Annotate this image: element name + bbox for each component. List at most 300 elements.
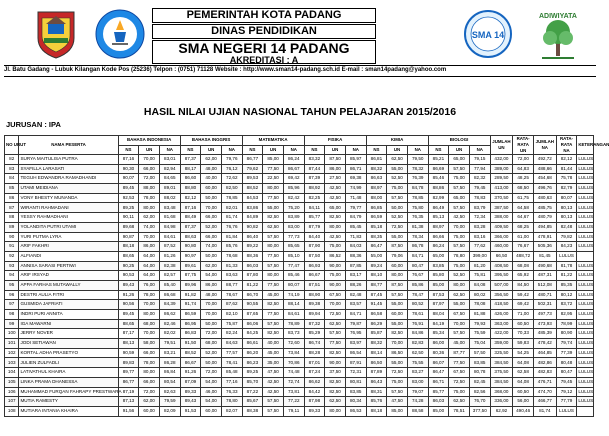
table-row [5, 377, 594, 387]
cell-value: 82,50 [325, 348, 346, 358]
col-subject-1: BAHASA INGGRIS [180, 136, 242, 146]
table-row [5, 300, 594, 310]
cell-nama: UTAMI MEIDIANA [19, 184, 118, 194]
cell-value: 89,96 [180, 280, 201, 290]
cell-value: 336,00 [490, 397, 513, 407]
cell-value: 370,50 [490, 193, 513, 203]
cell-value: 84,89 [242, 213, 263, 223]
cell-value: 482,83 [533, 368, 556, 378]
cell-value: 69,42 [283, 174, 304, 184]
cell-value: 65,92 [513, 271, 534, 281]
cell-value: 84,08 [469, 280, 490, 290]
cell-keterangan: LULUS [577, 164, 594, 174]
cell-nama: TEGUH EDWANDRA RAMADHANDI [19, 174, 118, 184]
cell-value: 88,49 [180, 213, 201, 223]
cell-value: 86,84 [159, 368, 180, 378]
cell-value: 88,00 [139, 184, 160, 194]
cell-value: 70,00 [387, 339, 408, 349]
col-jumlah-un: JUMLAH UN [490, 136, 513, 155]
cell-value: 84,11 [304, 203, 325, 213]
cell-value: 57,50 [469, 348, 490, 358]
cell-value: 85,70 [242, 377, 263, 387]
cell-nama: YESSY RAHMADHANI [19, 213, 118, 223]
cell-value: 78,68 [221, 251, 242, 261]
table-row [5, 387, 594, 397]
cell-value: 76,12 [221, 164, 242, 174]
cell-value: 50,00 [201, 193, 222, 203]
cell-value: 84,39 [159, 300, 180, 310]
cell-value: 83,85 [345, 387, 366, 397]
cell-value: 86,00 [201, 280, 222, 290]
cell-value: 78,83 [469, 193, 490, 203]
cell-value: 86,68 [159, 290, 180, 300]
cell-value: 82,07 [221, 406, 242, 416]
cell-value: 57,50 [263, 232, 284, 242]
cell-value: 85,67 [242, 397, 263, 407]
cell-value: 82,01 [221, 203, 242, 213]
cell-value: 75,87 [221, 319, 242, 329]
cell-value: 77,94 [469, 164, 490, 174]
cell-value: 88,77 [366, 280, 387, 290]
cell-value: 89,33 [304, 406, 325, 416]
cell-no: 82 [5, 155, 19, 165]
cell-value: 75,04 [469, 339, 490, 349]
cell-value: 77,50 [263, 310, 284, 320]
cell-no: 84 [5, 174, 19, 184]
cell-value: 85,65 [283, 242, 304, 252]
cell-value: 75,81 [469, 271, 490, 281]
cell-value: 87,50 [325, 155, 346, 165]
cell-value: 60,00 [387, 310, 408, 320]
cell-value: 87,50 [387, 242, 408, 252]
cell-value: 375,50 [490, 368, 513, 378]
cell-value: 71,48 [345, 193, 366, 203]
cell-value: 485,39 [533, 329, 556, 339]
cell-value: 80,07 [283, 280, 304, 290]
cell-value: 87,17 [118, 329, 139, 339]
cell-value: 54,25 [513, 348, 534, 358]
cell-value: 78,85 [407, 193, 428, 203]
subhead-na: NA [159, 145, 180, 155]
cell-value: 83,00 [407, 377, 428, 387]
cell-keterangan: LULUS [577, 203, 594, 213]
cell-value: 488,66 [533, 164, 556, 174]
cell-value: 84,86 [407, 329, 428, 339]
cell-keterangan: LULUS [577, 174, 594, 184]
cell-value: 79,77 [345, 203, 366, 213]
cell-value: 86,43 [366, 377, 387, 387]
cell-no: 108 [5, 406, 19, 416]
cell-value: 80,00 [387, 271, 408, 281]
cell-value: 87,62 [221, 300, 242, 310]
cell-value: 88,04 [428, 310, 449, 320]
cell-value: 83,48 [159, 203, 180, 213]
cell-value: 91,26 [118, 290, 139, 300]
cell-value: 46,00 [201, 387, 222, 397]
cell-nama: APPA FARHAS MUTAWALLY [19, 280, 118, 290]
cell-value: 79,87 [345, 319, 366, 329]
cell-value: 90,25 [118, 261, 139, 271]
table-row [5, 184, 594, 194]
cell-value: 70,00 [201, 203, 222, 213]
cell-value: 75,00 [449, 232, 470, 242]
cell-value: 86,06 [242, 319, 263, 329]
cell-value: 432,00 [490, 155, 513, 165]
cell-value: 90,07 [118, 174, 139, 184]
table-row [5, 164, 594, 174]
cell-value: 80,07 [556, 193, 577, 203]
cell-value: 75,59 [469, 329, 490, 339]
cell-value: 50,00 [201, 358, 222, 368]
cell-nama: MUTIA RAMESTY [19, 397, 118, 407]
cell-nama: INDRI PURI ANNITA [19, 310, 118, 320]
cell-no: 92 [5, 251, 19, 261]
cell-value: 82,09 [159, 406, 180, 416]
cell-value: 74,28 [407, 397, 428, 407]
cell-value: 57,50 [387, 290, 408, 300]
cell-keterangan: LULUS [577, 300, 594, 310]
cell-value: 87,97 [428, 300, 449, 310]
cell-value: 85,34 [428, 329, 449, 339]
cell-value: 64,00 [139, 271, 160, 281]
cell-value: 75,00 [387, 377, 408, 387]
cell-value: 482,86 [533, 358, 556, 368]
cell-value: 45,00 [263, 348, 284, 358]
subhead-un: UN [325, 145, 346, 155]
cell-value: 408,50 [490, 261, 513, 271]
cell-value: 79,45 [469, 184, 490, 194]
cell-value: 57,50 [449, 329, 470, 339]
cell-value: 81,74 [221, 213, 242, 223]
subhead-na: NA [345, 145, 366, 155]
cell-value: 67,50 [449, 368, 470, 378]
table-row [5, 222, 594, 232]
cell-value: 62,00 [201, 261, 222, 271]
cell-value: 62,00 [139, 397, 160, 407]
cell-value: 80,48 [556, 358, 577, 368]
cell-value: 88,65 [118, 251, 139, 261]
cell-value: 87,32 [304, 319, 325, 329]
cell-value: 79,07 [407, 387, 428, 397]
cell-value: 72,34 [469, 213, 490, 223]
cell-value: 86,63 [366, 174, 387, 184]
cell-value: 60,00 [387, 261, 408, 271]
cell-keterangan: LULUS [577, 184, 594, 194]
cell-value: 87,80 [242, 271, 263, 281]
cell-value: 89,01 [159, 184, 180, 194]
cell-value: 366,00 [490, 232, 513, 242]
cell-value: 80,00 [325, 406, 346, 416]
subhead-ns: NS [366, 145, 387, 155]
cell-value: 88,17 [180, 164, 201, 174]
cell-value: 86,74 [304, 339, 325, 349]
cell-value: 82,94 [159, 164, 180, 174]
cell-value: 74,00 [201, 242, 222, 252]
cell-value: 480,79 [533, 213, 556, 223]
cell-value: 384,50 [490, 358, 513, 368]
cell-value: 60,00 [201, 184, 222, 194]
cell-value: 84,71 [407, 251, 428, 261]
cell-value: 89,38 [304, 300, 325, 310]
cell-value: 363,00 [490, 319, 513, 329]
cell-value: 87,37 [180, 222, 201, 232]
cell-value: 90,00 [325, 280, 346, 290]
cell-value: 492,72 [533, 155, 556, 165]
cell-value: 80,00 [139, 310, 160, 320]
results-table [4, 135, 609, 417]
cell-keterangan: LULUS [577, 329, 594, 339]
cell-value: 78,00 [139, 358, 160, 368]
cell-value: 80,78 [469, 368, 490, 378]
cell-value: 80,00 [263, 184, 284, 194]
cell-value: 55,00 [263, 203, 284, 213]
cell-value: 90,55 [242, 300, 263, 310]
cell-value: 89,45 [118, 310, 139, 320]
cell-value: 490,46 [513, 406, 534, 416]
table-row [5, 397, 594, 407]
cell-nama: VONY BHESTY MUNANDA [19, 193, 118, 203]
cell-value: 81,88 [469, 310, 490, 320]
cell-no: 93 [5, 261, 19, 271]
cell-value: 88,14 [283, 300, 304, 310]
cell-value: 86,23 [242, 358, 263, 368]
cell-value: 42,50 [325, 232, 346, 242]
cell-value: 85,35 [556, 280, 577, 290]
cell-value: 66,00 [139, 164, 160, 174]
sma14-logo [462, 8, 514, 60]
cell-value: 91,45 [366, 300, 387, 310]
cell-value: 87,90 [304, 242, 325, 252]
col-subject-3: FISIKA [304, 136, 366, 146]
cell-value: 80,54 [159, 377, 180, 387]
cell-value: 90,97 [180, 251, 201, 261]
cell-value: 82,95 [556, 310, 577, 320]
cell-value: 86,52 [325, 251, 346, 261]
cell-value: 87,22 [242, 387, 263, 397]
cell-keterangan: LULUS [577, 348, 594, 358]
cell-value: 460,00 [490, 242, 513, 252]
subhead-un: UN [201, 145, 222, 155]
cell-value: 70,00 [139, 300, 160, 310]
cell-value: 86,03 [242, 261, 263, 271]
cell-value: 81,38 [407, 222, 428, 232]
cell-value: 87,45 [366, 290, 387, 300]
cell-value: 76,95 [345, 329, 366, 339]
cell-value: 78,00 [139, 193, 160, 203]
cell-value: 90,53 [118, 271, 139, 281]
cell-no: 87 [5, 203, 19, 213]
cell-value: 88,52 [242, 184, 263, 194]
cell-value: 85,87 [366, 329, 387, 339]
cell-value: 86,00 [428, 339, 449, 349]
cell-value: 75,00 [387, 184, 408, 194]
cell-value: 86,50 [366, 358, 387, 368]
cell-value: 78,99 [556, 319, 577, 329]
cell-value: 91,26 [180, 368, 201, 378]
cell-value: 42,50 [263, 377, 284, 387]
cell-keterangan: LULUS [577, 339, 594, 349]
cell-value: 395,50 [490, 271, 513, 281]
subhead-ns: NS [118, 145, 139, 155]
cell-value: 88,38 [242, 406, 263, 416]
cell-value: 86,50 [387, 348, 408, 358]
cell-value: 85,29 [304, 329, 325, 339]
cell-value: 88,97 [366, 184, 387, 194]
cell-value: 40,00 [201, 174, 222, 184]
cell-nama: KORTAL ADHA PRASETYO [19, 348, 118, 358]
cell-value: 56,00 [513, 397, 534, 407]
cell-no: 91 [5, 242, 19, 252]
cell-value: 55,00 [449, 300, 470, 310]
cell-value: 66,50 [490, 251, 513, 261]
cell-value: 57,50 [387, 193, 408, 203]
cell-value: 79,15 [469, 155, 490, 165]
cell-value: 72,00 [201, 368, 222, 378]
cell-value: 82,83 [407, 339, 428, 349]
subhead-na: NA [283, 145, 304, 155]
cell-value: 74,00 [139, 222, 160, 232]
cell-no: 94 [5, 271, 19, 281]
cell-value: 84,40 [304, 232, 325, 242]
cell-keterangan [577, 251, 594, 261]
table-row [5, 290, 594, 300]
cell-value: 48,00 [201, 164, 222, 174]
cell-value: 76,39 [407, 174, 428, 184]
cell-value: 80,12 [556, 290, 577, 300]
cell-value: 80,90 [556, 329, 577, 339]
cell-value: 512,08 [533, 280, 556, 290]
cell-value: 60,50 [513, 319, 534, 329]
cell-value: 81,20 [469, 261, 490, 271]
cell-value: 47,50 [263, 368, 284, 378]
cell-value: 91,53 [180, 406, 201, 416]
cell-value: 79,45 [556, 377, 577, 387]
cell-value: 72,50 [387, 368, 408, 378]
cell-value: 359,00 [490, 339, 513, 349]
cell-value: 70,00 [139, 155, 160, 165]
cell-value: 85,96 [283, 184, 304, 194]
cell-value: 86,59 [180, 310, 201, 320]
cell-value: 48,00 [201, 290, 222, 300]
cell-value: 74,99 [345, 184, 366, 194]
cell-value: 82,45 [469, 377, 490, 387]
cell-value: 88,13 [118, 339, 139, 349]
cell-value: 87,50 [387, 280, 408, 290]
cell-value: 289,50 [490, 174, 513, 184]
cell-value: 86,85 [366, 203, 387, 213]
cell-value: 82,50 [325, 377, 346, 387]
cell-value: 66,00 [139, 348, 160, 358]
cell-value: 82,24 [221, 329, 242, 339]
cell-value: 80,13 [556, 203, 577, 213]
cell-value: 86,53 [345, 406, 366, 416]
cell-value: 86,49 [428, 203, 449, 213]
cell-value: 86,07 [428, 358, 449, 368]
cell-value: 83,85 [469, 358, 490, 368]
cell-value: 83,63 [221, 271, 242, 281]
cell-value: 86,83 [180, 329, 201, 339]
cell-value: 82,63 [159, 387, 180, 397]
cell-value: 82,50 [263, 329, 284, 339]
cell-value: 85,76 [366, 397, 387, 407]
cell-value: 88,10 [366, 271, 387, 281]
cell-value: 86,59 [366, 213, 387, 223]
cell-value: 76,67 [407, 271, 428, 281]
cell-value: 66,00 [201, 232, 222, 242]
cell-value: 61,00 [513, 232, 534, 242]
cell-value: 50,00 [201, 251, 222, 261]
cell-value: 57,50 [449, 242, 470, 252]
cell-value: 384,50 [490, 377, 513, 387]
cell-value: 84,71 [345, 310, 366, 320]
cell-value: 59,42 [513, 290, 534, 300]
cell-nama: JODI SETIAWAN [19, 339, 118, 349]
cell-value: 68,00 [201, 339, 222, 349]
cell-value: 81,33 [221, 261, 242, 271]
cell-value: 72,62 [221, 174, 242, 184]
cell-value: 84,98 [159, 222, 180, 232]
cell-value: 54,00 [201, 271, 222, 281]
cell-value: 64,67 [513, 213, 534, 223]
school-name: SMA NEGERI 14 PADANG [178, 40, 350, 56]
cell-value: 83,85 [428, 261, 449, 271]
cell-value: 86,58 [366, 310, 387, 320]
cell-value: 89,43 [118, 280, 139, 290]
cell-value: 64,08 [513, 377, 534, 387]
cell-value: 91,50 [180, 339, 201, 349]
cell-value: 77,50 [449, 358, 470, 368]
table-row [5, 251, 594, 261]
cell-value: 77,57 [221, 348, 242, 358]
cell-value: 85,10 [283, 251, 304, 261]
cell-value: 88,28 [304, 348, 325, 358]
cell-value: 81,74 [533, 406, 556, 416]
cell-value: 57,50 [387, 387, 408, 397]
cell-value: 87,37 [180, 155, 201, 165]
cell-no: 98 [5, 310, 19, 320]
cell-value: 90,87 [118, 232, 139, 242]
col-subject-0: BAHASA INDONESIA [118, 136, 180, 146]
cell-value: 74,19 [283, 290, 304, 300]
cell-value: 76,35 [407, 213, 428, 223]
cell-value: 92,53 [118, 193, 139, 203]
subhead-un: UN [263, 145, 284, 155]
cell-value: 85,00 [428, 406, 449, 416]
cell-value: 507,00 [490, 280, 513, 290]
cell-no: 96 [5, 290, 19, 300]
cell-keterangan: LULUS [577, 222, 594, 232]
cell-value: 86,60 [180, 174, 201, 184]
adiwiyata-text: ADIWIYATA [539, 13, 577, 20]
cell-value: 86,66 [428, 232, 449, 242]
cell-value: 54,00 [201, 377, 222, 387]
subhead-un: UN [449, 145, 470, 155]
cell-nama: LATIVATHUL KHAIRA [19, 368, 118, 378]
cell-value: 70,00 [325, 300, 346, 310]
cell-value: 87,79 [304, 222, 325, 232]
cell-value: 87,98 [304, 397, 325, 407]
table-row [5, 193, 594, 203]
cell-value: 70,33 [513, 329, 534, 339]
cell-value: 80,00 [263, 242, 284, 252]
accreditation: AKREDITASI : A [229, 55, 299, 65]
tut-wuri-handayani-logo [94, 8, 146, 60]
cell-value: 88,18 [366, 406, 387, 416]
cell-value: LULUS [556, 406, 577, 416]
header-school [152, 40, 376, 64]
cell-value: 91,82 [180, 290, 201, 300]
cell-value: 89,43 [180, 397, 201, 407]
